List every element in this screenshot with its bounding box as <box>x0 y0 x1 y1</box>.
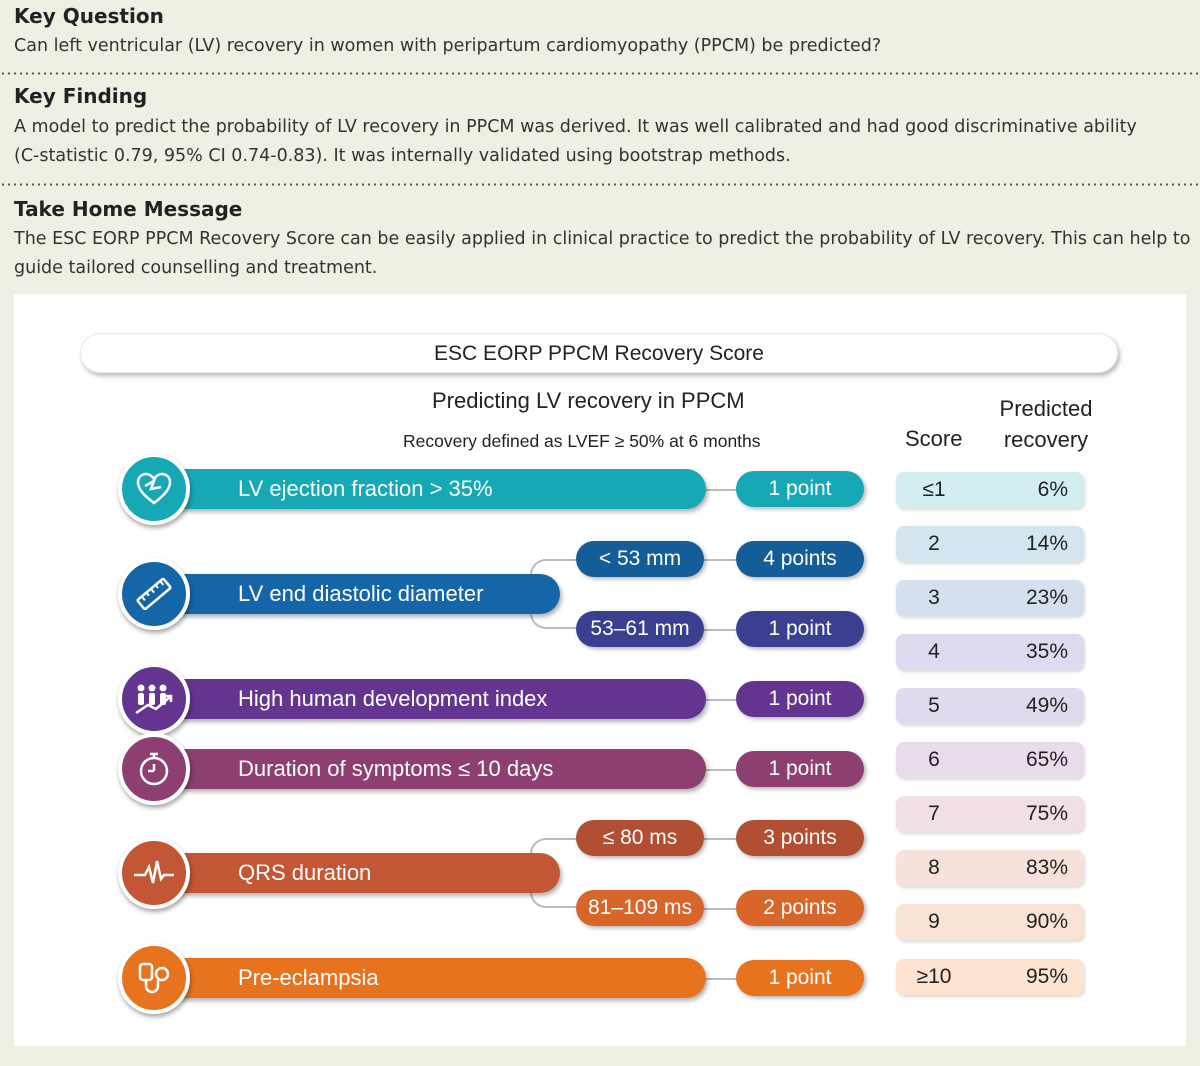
key-finding-line2: (C-statistic 0.79, 95% CI 0.74-0.83). It was internally validated using bootstrap methods. <box>14 146 791 166</box>
score-value: ≥10 <box>916 965 952 988</box>
score-row <box>896 850 1084 886</box>
points-pill-lvedd-2: 1 point <box>736 611 864 647</box>
score-row <box>896 959 1084 995</box>
score-value: 5 <box>928 694 940 717</box>
score-row <box>896 688 1084 724</box>
recovery-value: 83% <box>1025 856 1068 879</box>
connector-line <box>704 489 736 491</box>
recovery-value: 35% <box>1025 640 1068 663</box>
option-pill-qrs-2: 81–109 ms <box>576 890 704 926</box>
recovery-value: 65% <box>1025 748 1068 771</box>
connector-line <box>704 769 736 771</box>
score-value: 3 <box>928 586 940 609</box>
take-home-line1: The ESC EORP PPCM Recovery Score can be easily applied in clinical practice to predict the probability of LV recovery. This can help to <box>14 229 1191 249</box>
factor-bar-lvedd: LV end diastolic diameter <box>140 574 560 614</box>
score-value: 9 <box>928 910 940 933</box>
connector-line <box>704 559 736 561</box>
key-finding-line1: A model to predict the probability of LV recovery in PPCM was derived. It was well calibrated and had good discriminative ability <box>14 117 1137 137</box>
factor-bar-duration: Duration of symptoms ≤ 10 days <box>140 749 706 789</box>
score-row <box>896 742 1084 778</box>
recovery-value: 49% <box>1025 694 1068 717</box>
blood-pressure-icon <box>118 942 190 1014</box>
score-row <box>896 472 1084 508</box>
key-question-heading: Key Question <box>14 4 164 28</box>
points-pill-lvef: 1 point <box>736 471 864 507</box>
diagram-title: ESC EORP PPCM Recovery Score <box>80 333 1118 373</box>
points-pill-duration: 1 point <box>736 751 864 787</box>
factor-bar-qrs: QRS duration <box>140 853 560 893</box>
connector-line <box>704 908 736 910</box>
score-row <box>896 526 1084 562</box>
score-value: 7 <box>928 802 940 825</box>
recovery-definition: Recovery defined as LVEF ≥ 50% at 6 months <box>403 431 761 451</box>
connector-line <box>704 838 736 840</box>
stopwatch-icon <box>118 733 190 805</box>
score-row <box>896 580 1084 616</box>
people-growth-icon <box>118 663 190 735</box>
connector-line <box>704 978 736 980</box>
connector-line <box>704 699 736 701</box>
score-value: 8 <box>928 856 940 879</box>
points-pill-lvedd-1: 4 points <box>736 541 864 577</box>
points-pill-qrs-1: 3 points <box>736 820 864 856</box>
divider <box>0 183 1200 186</box>
connector-line <box>704 629 736 631</box>
take-home-heading: Take Home Message <box>14 197 243 221</box>
factor-bar-hdi: High human development index <box>140 679 706 719</box>
key-finding-heading: Key Finding <box>14 84 148 108</box>
option-pill-lvedd-1: < 53 mm <box>576 541 704 577</box>
ecg-icon <box>118 837 190 909</box>
score-row <box>896 796 1084 832</box>
score-header: Score <box>905 426 963 451</box>
divider <box>0 72 1200 75</box>
factor-bar-preeclampsia: Pre-eclampsia <box>140 958 706 998</box>
points-pill-preeclampsia: 1 point <box>736 960 864 996</box>
heart-icon <box>118 453 190 525</box>
recovery-value: 23% <box>1025 586 1068 609</box>
recovery-value: 6% <box>1037 478 1068 501</box>
points-pill-qrs-2: 2 points <box>736 890 864 926</box>
predicted-header-line1: Predicted <box>999 396 1093 421</box>
diagram-subtitle: Predicting LV recovery in PPCM <box>432 388 745 413</box>
recovery-value: 95% <box>1025 965 1068 988</box>
score-value: ≤1 <box>922 478 946 501</box>
score-row <box>896 634 1084 670</box>
score-row <box>896 904 1084 940</box>
score-value: 2 <box>928 532 940 555</box>
take-home-line2: guide tailored counselling and treatment. <box>14 258 378 278</box>
score-value: 6 <box>928 748 940 771</box>
factor-bar-lvef: LV ejection fraction > 35% <box>140 469 706 509</box>
score-value: 4 <box>928 640 940 663</box>
predicted-header-line2: recovery <box>1003 427 1089 452</box>
recovery-value: 75% <box>1025 802 1068 825</box>
ruler-icon <box>118 558 190 630</box>
recovery-value: 90% <box>1025 910 1068 933</box>
option-pill-qrs-1: ≤ 80 ms <box>576 820 704 856</box>
option-pill-lvedd-2: 53–61 mm <box>576 611 704 647</box>
points-pill-hdi: 1 point <box>736 681 864 717</box>
recovery-value: 14% <box>1025 532 1068 555</box>
key-question-text: Can left ventricular (LV) recovery in women with peripartum cardiomyopathy (PPCM) be predicted? <box>14 36 882 56</box>
